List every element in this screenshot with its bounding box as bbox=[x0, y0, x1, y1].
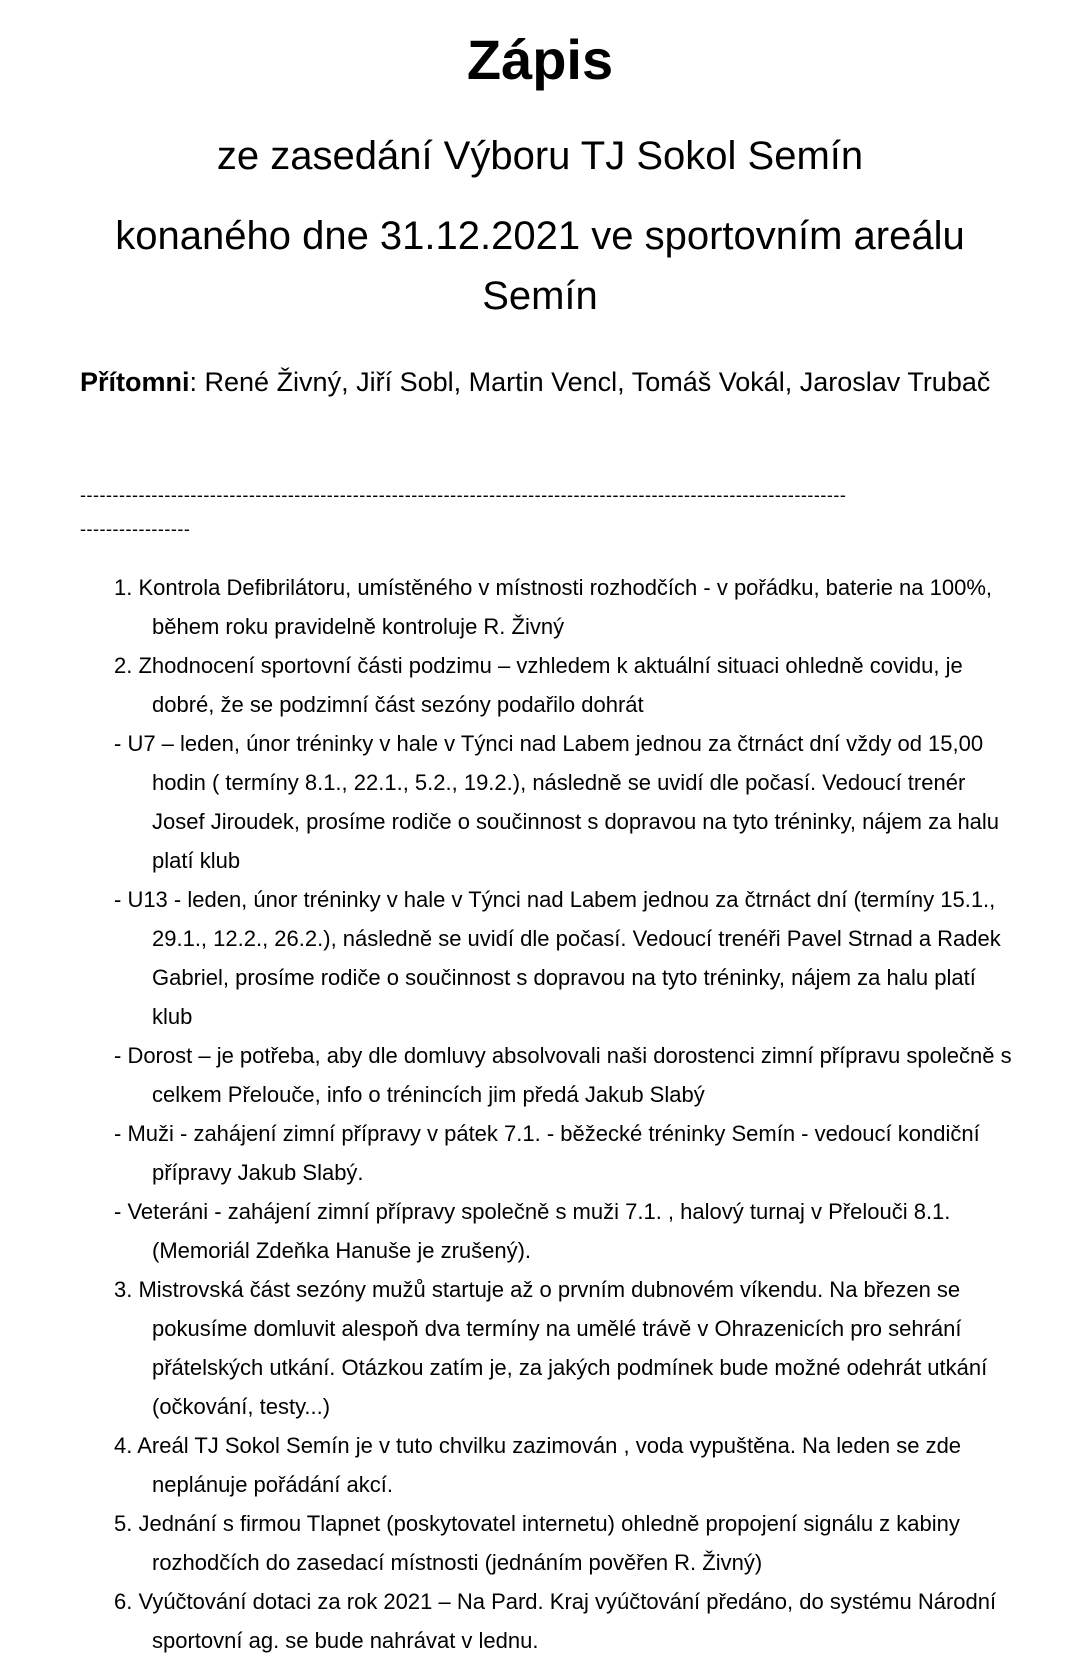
minutes-item-1: 1. Kontrola Defibrilátoru, umístěného v místnosti rozhodčích - v pořádku, baterie na 100%, během roku pravidelně kontroluje R. Živný bbox=[114, 575, 993, 639]
attendees-paragraph bbox=[80, 358, 1020, 407]
minutes-item-u7: - U7 – leden, únor tréninky v hale v Týnci nad Labem jednou za čtrnáct dní vždy od 15,00 hodin ( termíny 8.1., 22.1., 5.2., 19.2.), následně se uvidí dle počasí. Vedoucí trenér Josef Jiroudek, prosíme rodiče o součinnost s dopravou na tyto tréninky, nájem za halu platí klub bbox=[114, 731, 1000, 873]
minutes-item-veterani: - Veteráni - zahájení zimní přípravy společně s muži 7.1. , halový turnaj v Přelouči 8.1. (Memoriál Zdeňka Hanuše je zrušený). bbox=[114, 1199, 951, 1263]
minutes-item-4: 4. Areál TJ Sokol Semín je v tuto chvilku zazimován , voda vypuštěna. Na leden se zde neplánuje pořádání akcí. bbox=[114, 1433, 962, 1497]
document-title: Zápis bbox=[466, 28, 614, 91]
separator-line-1: ---------------------------------------------------------------------------------------------------------------------- bbox=[80, 485, 847, 505]
minutes-item-6: 6. Vyúčtování dotaci za rok 2021 – Na Pard. Kraj vyúčtování předáno, do systému Národní sportovní ag. se bude nahrávat v lednu. bbox=[114, 1589, 997, 1653]
minutes-item-dorost: - Dorost – je potřeba, aby dle domluvy absolvovali naši dorostenci zimní přípravu společně s celkem Přelouče, info o trénincích jim předá Jakub Slabý bbox=[114, 1043, 1012, 1107]
minutes-item-5: 5. Jednání s firmou Tlapnet (poskytovatel internetu) ohledně propojení signálu z kabiny rozhodčích do zasedací místnosti (jednáním pověřen R. Živný) bbox=[114, 1511, 960, 1575]
minutes-item-3: 3. Mistrovská část sezóny mužů startuje až o prvním dubnovém víkendu. Na březen se pokusíme domluvit alespoň dva termíny na umělé trávě v Ohrazenicích pro sehrání přátelských utkání. Otázkou zatím je, za jakých podmínek bude možné odehrát utkání (očkování, testy...) bbox=[114, 1277, 988, 1419]
minutes-item-2: 2. Zhodnocení sportovní části podzimu – vzhledem k aktuální situaci ohledně covidu, je dobré, že se podzimní část sezóny podařilo dohrát bbox=[114, 653, 963, 717]
meeting-date-heading: konaného dne 31.12.2021 ve sportovním areálu Semín bbox=[115, 214, 965, 318]
attendees-names: : René Živný, Jiří Sobl, Martin Vencl, Tomáš Vokál, Jaroslav Trubač bbox=[189, 367, 991, 397]
attendees-label: Přítomni bbox=[80, 367, 190, 397]
minutes-list bbox=[114, 568, 1014, 1660]
document-subtitle: ze zasedání Výboru TJ Sokol Semín bbox=[216, 134, 864, 178]
minutes-item-u13: - U13 - leden, únor tréninky v hale v Týnci nad Labem jednou za čtrnáct dní (termíny 15.1., 29.1., 12.2., 26.2.), následně se uvidí dle počasí. Vedoucí trenéři Pavel Strnad a Radek Gabriel, prosíme rodiče o součinnost s dopravou na tyto tréninky, nájem za halu platí klub bbox=[114, 887, 1001, 1029]
minutes-item-muzi: - Muži - zahájení zimní přípravy v pátek 7.1. - běžecké tréninky Semín - vedoucí kondiční přípravy Jakub Slabý. bbox=[114, 1121, 980, 1185]
separator-line-2: ----------------- bbox=[80, 519, 191, 539]
separator-line bbox=[80, 478, 1010, 546]
